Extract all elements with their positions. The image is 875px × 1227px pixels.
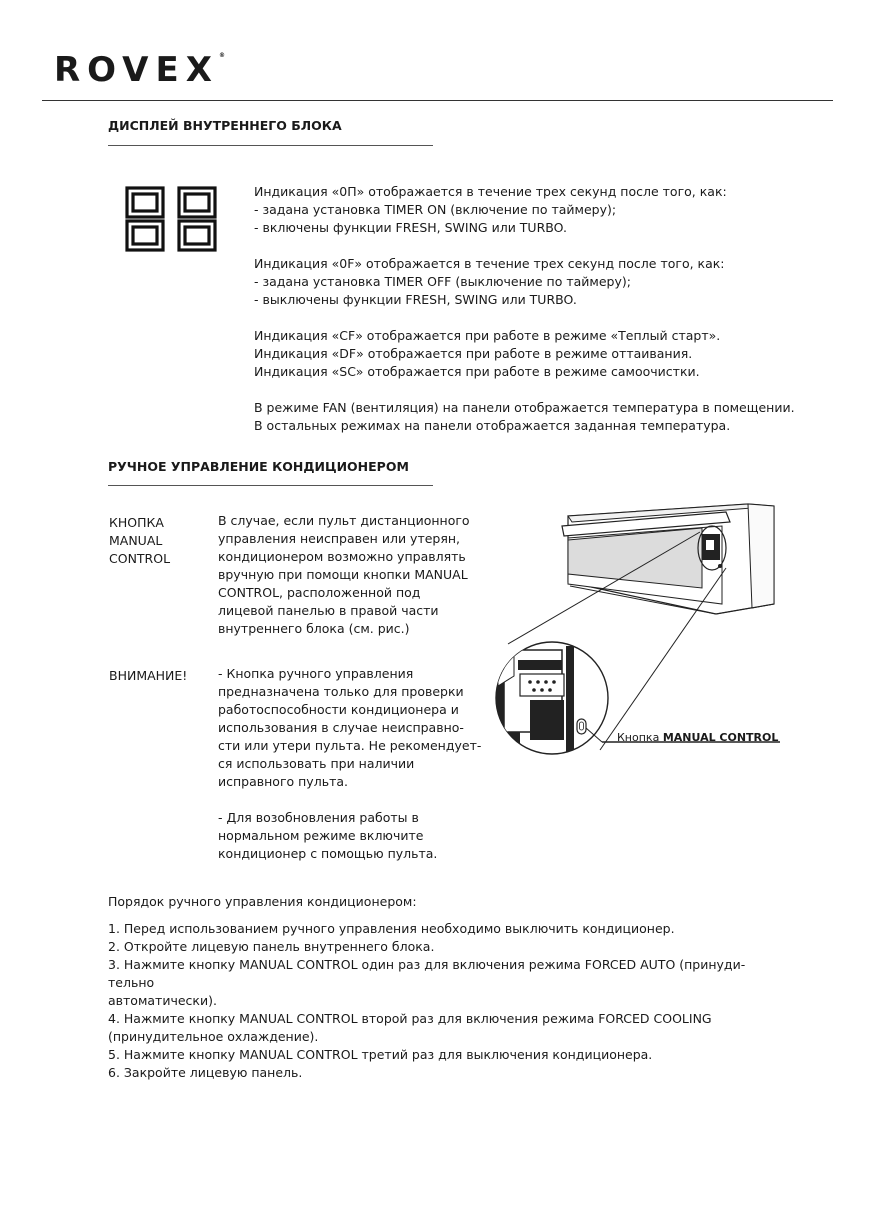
list-item: автоматически). — [108, 993, 217, 1008]
paragraph-mode-codes: Индикация «CF» отображается при работе в режиме «Теплый старт». Индикация «DF» отображается при работе в режиме оттаивания. Индикация «SC» отображается при работе в режиме самоочистки. — [254, 328, 721, 379]
procedure-steps — [108, 920, 745, 1082]
air-conditioner-illustration — [490, 496, 790, 766]
warning-label: ВНИМАНИЕ! — [109, 668, 188, 683]
indoor-unit-drawing — [562, 504, 774, 614]
list-item: 2. Откройте лицевую панель внутреннего блока. — [108, 939, 435, 954]
manual-button-description: В случае, если пульт дистанционного управления неисправен или утерян, кондиционером возможно управлять вручную при помощи кнопки MANUAL CONTROL, расположенной под лицевой панелью в правой части внутреннего блока (см. рис.) — [218, 513, 470, 636]
manual-section-title: РУЧНОЕ УПРАВЛЕНИЕ КОНДИЦИОНЕРОМ — [108, 459, 409, 474]
display-description — [254, 183, 795, 453]
display-section-title: ДИСПЛЕЙ ВНУТРЕННЕГО БЛОКА — [108, 118, 342, 133]
brand-logo: ROVEX® — [54, 50, 225, 90]
list-item: 3. Нажмите кнопку MANUAL CONTROL один раз для включения режима FORCED AUTO (принуди- — [108, 957, 746, 972]
zoomed-detail-drawing — [490, 642, 780, 762]
figure-caption: Кнопка MANUAL CONTROL — [617, 731, 779, 744]
warning-description: - Кнопка ручного управления предназначена только для проверки работоспособности кондиционера и использования в случае неисправно- сти или утери пульта. Не рекомендует- ся использовать при наличии исправного пульта. - Для возобновления работы в нормальном режиме включите кондиционер с помощью пульта. — [218, 666, 482, 861]
seven-segment-display-icon — [124, 185, 219, 255]
paragraph-on-indication: Индикация «0П» отображается в течение трех секунд после того, как: - задана установка TIMER ON (включение по таймеру); - включены функции FRESH, SWING или TURBO. — [254, 184, 727, 235]
list-item: 4. Нажмите кнопку MANUAL CONTROL второй раз для включения режима FORCED COOLING — [108, 1011, 712, 1026]
list-item: 1. Перед использованием ручного управления необходимо выключить кондиционер. — [108, 921, 675, 936]
manual-section-divider — [108, 485, 433, 486]
list-item: (принудительное охлаждение). — [108, 1029, 319, 1044]
paragraph-off-indication: Индикация «0F» отображается в течение трех секунд после того, как: - задана установка TIMER OFF (выключение по таймеру); - выключены функции FRESH, SWING или TURBO. — [254, 256, 725, 307]
procedure-intro: Порядок ручного управления кондиционером: — [108, 894, 417, 909]
header-divider — [42, 100, 833, 101]
display-section-divider — [108, 145, 433, 146]
manual-button-label: КНОПКА MANUAL CONTROL — [109, 515, 171, 566]
manual-control-button-icon — [577, 719, 586, 734]
list-item: тельно — [108, 975, 155, 990]
list-item: 6. Закройте лицевую панель. — [108, 1065, 303, 1080]
list-item: 5. Нажмите кнопку MANUAL CONTROL третий раз для выключения кондиционера. — [108, 1047, 653, 1062]
paragraph-temperature: В режиме FAN (вентиляция) на панели отображается температура в помещении. В остальных режимах на панели отображается заданная температура. — [254, 400, 795, 433]
